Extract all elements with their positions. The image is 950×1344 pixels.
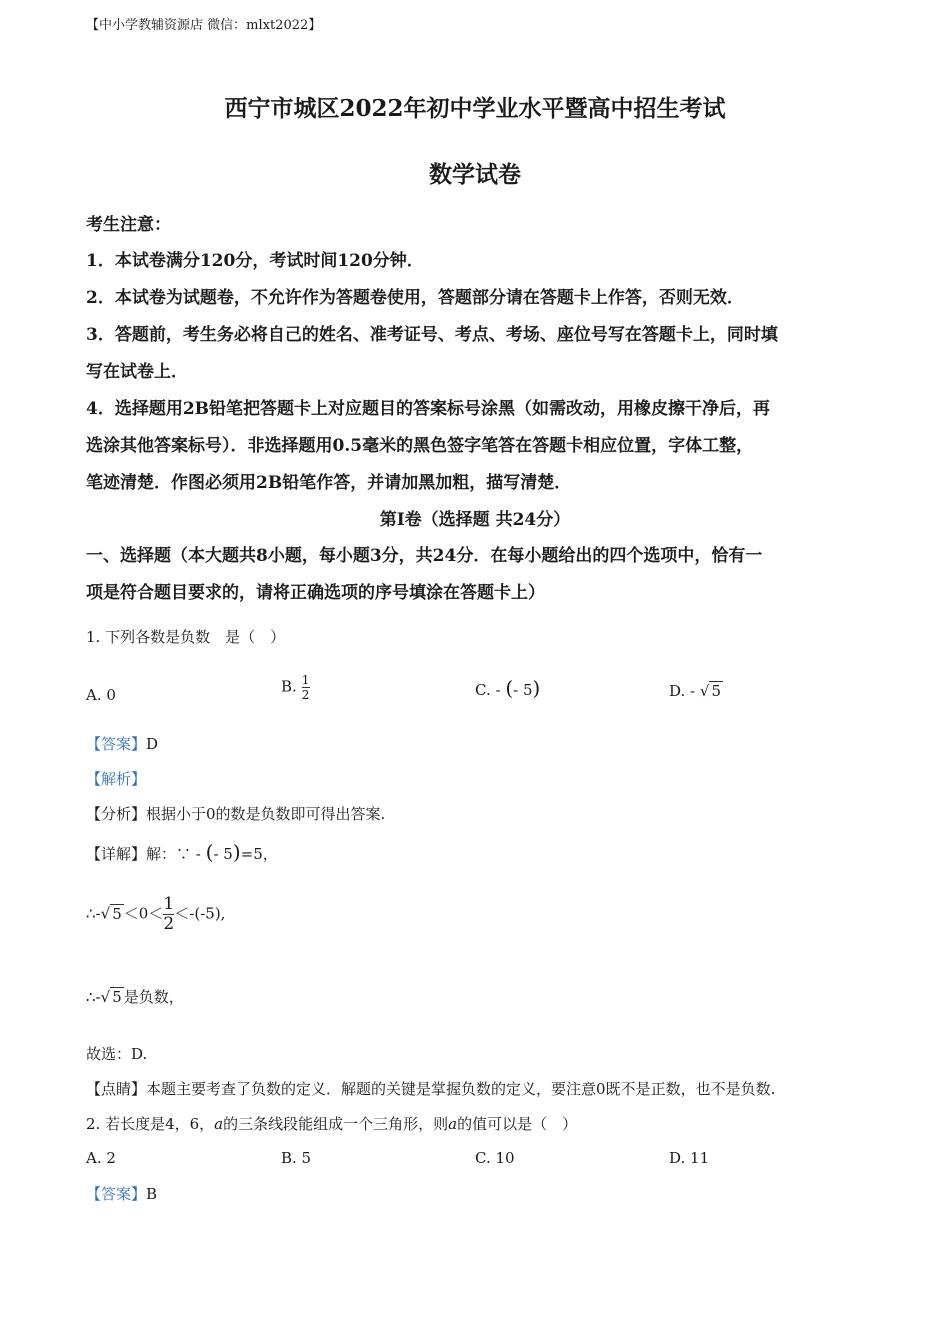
dianjing-text: 本题主要考查了负数的定义．解题的关键是掌握负数的定义，要注意0既不是正数，也不是负数. <box>146 1080 776 1098</box>
option-label: D. <box>669 682 686 700</box>
variable-a: a <box>448 1115 458 1133</box>
notice-item: 4．选择题用2B铅笔把答题卡上对应题目的答案标号涂黑（如需改动，用橡皮擦干净后，再 <box>86 399 771 419</box>
part-heading-cont: 项是符合题目要求的，请将正确选项的序号填涂在答题卡上） <box>86 583 545 603</box>
open-paren: ( <box>505 676 514 700</box>
stem-mid: 的三条线段能组成一个三角形，则 <box>223 1115 449 1133</box>
q1-option-a: A. 0 <box>86 686 116 704</box>
q1-fenxi <box>86 803 385 824</box>
q1-analysis-tag: 【解析】 <box>86 770 147 788</box>
section-title: 第I卷（选择题 共24分） <box>379 510 571 530</box>
inner-expression: - 5 <box>513 681 533 699</box>
numerator: 1 <box>301 673 310 687</box>
notice-heading: 考生注意： <box>86 215 171 235</box>
detail-tag: 【详解】 <box>86 845 147 863</box>
page-title: 西宁市城区2022年初中学业水平暨高中招生考试 <box>224 95 726 122</box>
q1-option-d <box>669 682 723 700</box>
q1-option-b <box>281 674 310 701</box>
q2-answer <box>86 1183 157 1204</box>
answer-tag: 【答案】 <box>86 1185 147 1203</box>
q1-option-c <box>475 676 540 700</box>
answer-value: D <box>146 735 159 753</box>
q1-detail-line-3 <box>86 986 184 1007</box>
page-subtitle: 数学试卷 <box>429 161 521 188</box>
notice-item: 3．答题前，考生务必将自己的姓名、准考证号、考点、考场、座位号写在答题卡上，同时填 <box>86 325 778 345</box>
notice-item: 选涂其他答案标号）．非选择题用0.5毫米的黑色签字笔答在答题卡相应位置，字体工整， <box>86 436 754 456</box>
minus-sign: - <box>191 845 206 863</box>
inner-expression: - 5 <box>213 845 233 863</box>
radicand: 5 <box>112 904 122 923</box>
radical-icon: √ <box>699 682 710 700</box>
detail-pre: 解：∵ <box>146 845 192 863</box>
denominator: 2 <box>163 914 175 934</box>
minus-sign: - <box>690 682 700 700</box>
answer-value: B <box>146 1185 158 1203</box>
inequality-mid: ＜0＜ <box>123 904 164 923</box>
part-heading: 一、选择题（本大题共8小题，每小题3分，共24分．在每小题给出的四个选项中，恰有一 <box>86 546 763 566</box>
q2-option-b: B. 5 <box>281 1149 312 1167</box>
q2-option-d: D. 11 <box>669 1149 710 1167</box>
question-1-stem: 1. 下列各数是负数 是（ ） <box>86 628 286 646</box>
q1-answer <box>86 733 158 754</box>
q2-option-c: C. 10 <box>475 1149 515 1167</box>
q2-option-a: A. 2 <box>86 1149 116 1167</box>
fraction <box>302 674 310 701</box>
q1-detail-line-2 <box>86 896 225 933</box>
option-label: B. <box>281 677 297 696</box>
therefore-pre: ∴- <box>86 904 101 923</box>
close-paren: ) <box>532 676 541 700</box>
detail-post: =5， <box>240 845 278 863</box>
close-paren: ) <box>232 840 241 864</box>
open-paren: ( <box>205 840 214 864</box>
fenxi-text: 根据小于0的数是负数即可得出答案. <box>146 805 386 823</box>
q1-choose: 故选：D. <box>86 1045 148 1063</box>
denominator: 2 <box>301 688 310 702</box>
stem-post: 的值可以是（ ） <box>457 1115 578 1133</box>
radical-icon: √ <box>100 904 111 923</box>
notice-item: 笔迹清楚．作图必须用2B铅笔作答，并请加黑加粗，描写清楚． <box>86 473 572 493</box>
option-label: C. <box>475 681 491 699</box>
numerator: 1 <box>163 894 175 914</box>
radicand: 5 <box>711 682 721 700</box>
fenxi-tag: 【分析】 <box>86 805 147 823</box>
dianjing-tag: 【点睛】 <box>86 1080 147 1098</box>
fraction <box>163 896 174 933</box>
answer-tag: 【答案】 <box>86 735 147 753</box>
stem-pre: 2. 若长度是4，6， <box>86 1115 215 1133</box>
header-note: 【中小学教辅资源店 微信：mlxt2022】 <box>86 18 322 33</box>
radical-icon: √ <box>100 988 111 1006</box>
question-2-stem <box>86 1113 577 1134</box>
inequality-post: ＜-(-5), <box>174 904 226 923</box>
conclusion-text: 是负数， <box>123 988 184 1006</box>
notice-item: 写在试卷上． <box>86 362 188 382</box>
variable-a: a <box>214 1115 224 1133</box>
notice-item: 1．本试卷满分120分，考试时间120分钟． <box>86 251 424 271</box>
q1-dianjing <box>86 1078 775 1099</box>
q1-detail <box>86 840 278 864</box>
radicand: 5 <box>112 988 122 1006</box>
notice-item: 2．本试卷为试题卷，不允许作为答题卷使用，答题部分请在答题卡上作答，否则无效． <box>86 288 744 308</box>
minus-sign: - <box>495 681 506 699</box>
therefore-pre: ∴- <box>86 988 101 1006</box>
